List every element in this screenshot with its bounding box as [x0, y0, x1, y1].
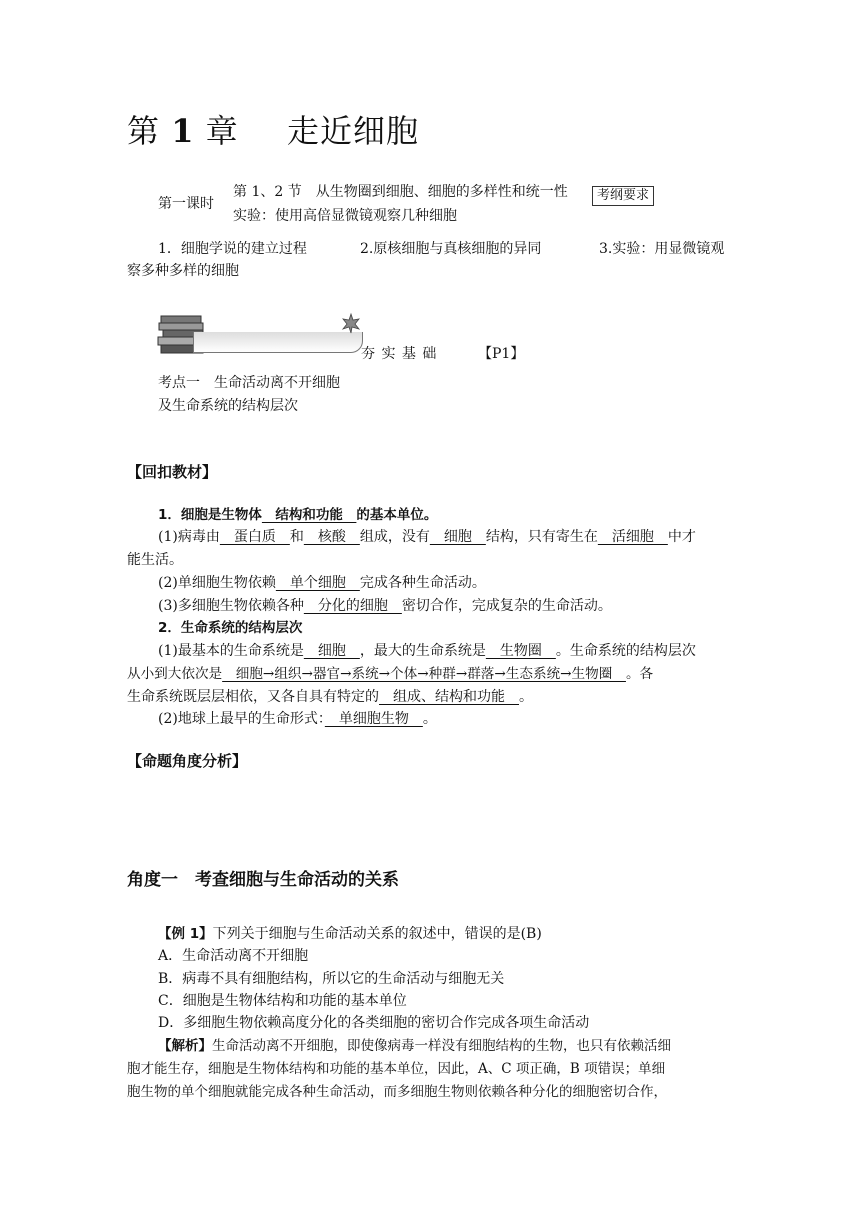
p6-line2-a: 从小到大依次是: [127, 666, 223, 682]
p6-d: 。生命系统的结构层次: [555, 643, 696, 659]
mingti-heading: 【命题角度分析】: [127, 752, 248, 770]
example-option-c: C．细胞是生物体结构和功能的基本单位: [158, 993, 407, 1009]
banner-page-ref: 【P1】: [478, 346, 525, 362]
example-question-text: 下列关于细胞与生命活动关系的叙述中，错误的是(B): [212, 926, 542, 942]
p6-blank-biosphere: 生物圈: [485, 643, 556, 659]
chapter-name: 走近细胞: [286, 112, 419, 150]
kaodian-line-1: 考点一 生命活动离不开细胞: [158, 375, 340, 391]
huikou-p6: [158, 641, 696, 661]
requirement-3: 3.实验：用显微镜观: [599, 241, 725, 257]
p3-a: (2)单细胞生物依赖: [158, 575, 276, 591]
lesson-experiment-line: 实验：使用高倍显微镜观察几种细胞: [233, 208, 457, 224]
huikou-heading: 【回扣教材】: [127, 463, 218, 481]
p1-post: 的基本单位。: [356, 507, 438, 523]
huikou-p2: [158, 527, 696, 547]
p6-blank-cell: 细胞: [303, 643, 360, 659]
huikou-p2-cont: 能生活。: [127, 552, 183, 568]
leaf-icon: [340, 312, 362, 334]
p7-blank: 单细胞生物: [324, 711, 423, 727]
huikou-p7: [158, 709, 437, 729]
p6-blank-structure: 组成、结构和功能: [379, 689, 519, 705]
p4-blank: 分化的细胞: [303, 598, 402, 614]
p2-c: 和: [289, 529, 304, 545]
p7-c: 。: [422, 711, 437, 727]
p6-a: (1)最基本的生命系统是: [158, 643, 304, 659]
example-option-b: B．病毒不具有细胞结构，所以它的生命活动与细胞无关: [158, 971, 505, 987]
chapter-number: 1: [171, 112, 195, 150]
example-label: 【例 1】: [158, 926, 213, 942]
huikou-p6-line2: [127, 664, 653, 684]
requirement-2: 2.原核细胞与真核细胞的异同: [360, 241, 542, 257]
p2-blank-cell: 细胞: [429, 529, 486, 545]
analysis-line-2: 胞才能生存，细胞是生物体结构和功能的基本单位，因此，A、C 项正确，B 项错误；单细: [127, 1061, 666, 1077]
p1-blank: 结构和功能: [261, 507, 357, 523]
huikou-p4: [158, 596, 612, 616]
analysis-text-1: 生命活动离不开细胞，即使像病毒一样没有细胞结构的生物，也只有依赖活细: [212, 1038, 671, 1054]
chapter-suffix: 章: [205, 112, 239, 150]
p2-e: 结构，只有寄生在: [485, 529, 598, 545]
p3-c: 完成各种生命活动。: [359, 575, 486, 591]
angle-title: 角度一 考查细胞与生命活动的关系: [127, 870, 399, 890]
kaodian-line-2: 及生命系统的结构层次: [158, 398, 298, 414]
banner-title: 夯 实 基 础: [361, 346, 438, 362]
requirement-3-cont: 察多种多样的细胞: [127, 263, 239, 279]
analysis-label: 【解析】: [158, 1038, 212, 1054]
example-option-d: D．多细胞生物依赖高度分化的各类细胞的密切合作完成各项生命活动: [158, 1015, 590, 1031]
lesson-period: 第一课时: [158, 196, 214, 212]
p2-blank-nucleic: 核酸: [303, 529, 360, 545]
p6-blank-hierarchy: 细胞→组织→器官→系统→个体→种群→群落→生态系统→生物圈: [222, 666, 626, 682]
p7-a: (2)地球上最早的生命形式：: [158, 711, 325, 727]
p6-line3-c: 。: [519, 689, 533, 705]
p2-blank-living-cell: 活细胞: [597, 529, 668, 545]
requirement-1: 1．细胞学说的建立过程: [158, 241, 307, 257]
p6-c: ，最大的生命系统是: [359, 643, 486, 659]
p2-a: (1)病毒由: [158, 529, 220, 545]
p6-line2-c: 。各: [625, 666, 654, 682]
p4-a: (3)多细胞生物依赖各种: [158, 598, 304, 614]
p4-c: 密切合作，完成复杂的生命活动。: [401, 598, 612, 614]
huikou-p1: [158, 505, 437, 525]
p1-pre: 1．细胞是生物体: [158, 507, 262, 523]
huikou-p3: [158, 573, 486, 593]
lesson-section-line: 第 1、2 节 从生物圈到细胞、细胞的多样性和统一性: [233, 184, 568, 200]
chapter-prefix: 第: [127, 112, 161, 150]
analysis-line-1: [158, 1036, 671, 1056]
p2-f: 中才: [667, 529, 696, 545]
exam-requirements-tag: 考纲要求: [592, 186, 654, 206]
huikou-p6-line3: [127, 687, 533, 707]
p2-d: 组成，没有: [359, 529, 430, 545]
p2-blank-protein: 蛋白质: [219, 529, 290, 545]
section-banner: [155, 312, 370, 362]
example-option-a: A．生命活动离不开细胞: [158, 948, 309, 964]
analysis-line-3: 胞生物的单个细胞就能完成各种生命活动，而多细胞生物则依赖各种分化的细胞密切合作，: [127, 1084, 667, 1100]
huikou-p5: 2．生命系统的结构层次: [158, 620, 303, 636]
p3-blank: 单个细胞: [275, 575, 360, 591]
chapter-title: [127, 106, 419, 152]
example-question: [158, 924, 542, 944]
p6-line3-a: 生命系统既层层相依，又各自具有特定的: [127, 689, 379, 705]
